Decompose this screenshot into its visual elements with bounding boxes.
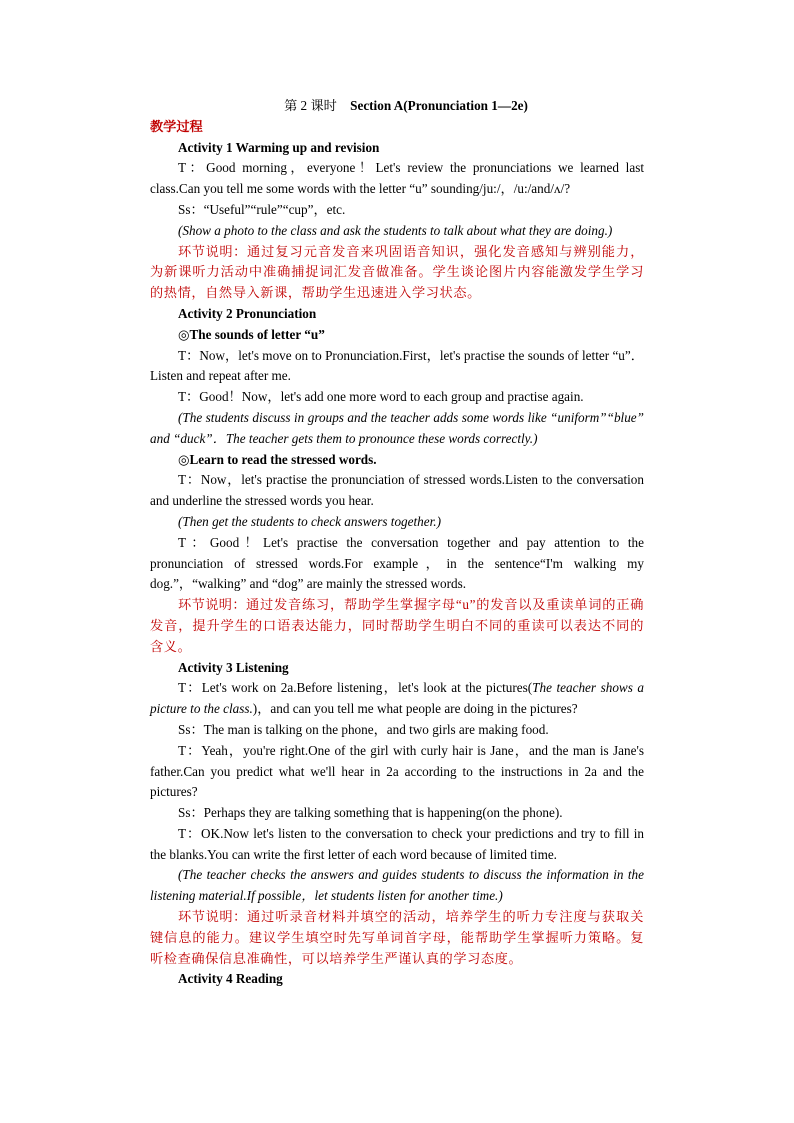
note-label: 环节说明： — [178, 909, 247, 925]
students-line: Ss：The man is talking on the phone，and two girls are making food. — [178, 721, 549, 737]
stage-direction-text: (Then get the students to check answers together.) — [178, 513, 441, 529]
teacher-line: T：Good！Let's practise the conversation together and pay attention to the pronunciation of stressed words.For example，in the sentence“I'm walking my dog.”，“walking” and “dog” are mainly the stressed words. — [150, 534, 644, 592]
section-label: 教学过程 — [150, 118, 203, 134]
note-text: 通过复习元音发音来巩固语音知识，强化发音感知与辨别能力，为新课听力活动中准确捕捉词汇发音做准备。学生谈论图片内容能激发学生学习的热情，自然导入新课，帮助学生迅速进入学习状态。 — [150, 243, 644, 301]
section-title: Section A(Pronunciation 1—2e) — [350, 98, 528, 113]
activity-3-heading: Activity 3 Listening — [178, 659, 289, 675]
lesson-number: 第 2 课时 — [284, 98, 337, 113]
activity-1-heading: Activity 1 Warming up and revision — [178, 139, 380, 155]
students-line: Ss：“Useful”“rule”“cup”，etc. — [178, 201, 346, 217]
teacher-line: T：Now，let's practise the pronunciation of stressed words.Listen to the conversation and underline the stressed words you hear. — [150, 472, 644, 509]
students-line: Ss：Perhaps they are talking something that is happening(on the phone). — [178, 805, 563, 821]
stage-direction — [150, 408, 644, 450]
stage-direction-text: (The students discuss in groups and the teacher adds some words like “uniform”“blue” and “duck”．The teacher gets them to pronounce these words correctly.) — [150, 409, 644, 446]
document-page — [150, 96, 644, 990]
note-text: 通过发音练习，帮助学生掌握字母“u”的发音以及重读单词的正确发音，提升学生的口语表达能力，同时帮助学生明白不同的重读可以表达不同的含义。 — [150, 597, 644, 654]
stage-direction — [150, 221, 644, 242]
teacher-line: T：Good！Now，let's add one more word to each group and practise again. — [178, 389, 584, 405]
design-note — [150, 242, 644, 304]
subheading-letter-u: ◎The sounds of letter “u” — [178, 326, 325, 342]
teacher-line: T：Yeah，you're right.One of the girl with curly hair is Jane，and the man is Jane's father.Can you predict what we'll hear in 2a according to the instructions in 2a and the pictures? — [150, 742, 644, 800]
activity-2-heading: Activity 2 Pronunciation — [178, 305, 317, 321]
stage-direction-text: (The teacher checks the answers and guides students to discuss the information in the listening material.If possible，let students listen for another time.) — [150, 867, 644, 904]
note-label: 环节说明： — [178, 243, 247, 259]
stage-direction-text: The teacher shows a picture to the class. — [150, 680, 644, 717]
subheading-stressed-words: ◎Learn to read the stressed words. — [178, 451, 377, 467]
note-text: 通过听录音材料并填空的活动，培养学生的听力专注度与获取关键信息的能力。建议学生填空时先写单词首字母，能帮助学生掌握听力策略。复听检查确保信息准确性，可以培养学生严谨认真的学习态度。 — [150, 909, 644, 966]
teacher-line-start: T：Let's work on 2a.Before listening，let's look at the pictures( — [178, 680, 533, 696]
note-label: 环节说明： — [178, 597, 246, 613]
design-note — [150, 595, 644, 657]
teacher-line — [150, 678, 644, 720]
teacher-line: T：Now，let's move on to Pronunciation.First，let's practise the sounds of letter “u”．Listen and repeat after me. — [150, 347, 644, 384]
stage-direction — [150, 512, 644, 533]
activity-4-heading: Activity 4 Reading — [178, 971, 283, 987]
page-title — [168, 96, 644, 117]
stage-direction-text: (Show a photo to the class and ask the students to talk about what they are doing.) — [178, 222, 613, 238]
teacher-line-end: )，and can you tell me what people are doing in the pictures? — [252, 701, 578, 717]
teacher-line: T：Good morning，everyone！Let's review the pronunciations we learned last class.Can you tell me some words with the letter “u” sounding/ju:/，/u:/and/ʌ/? — [150, 160, 644, 197]
teacher-line: T：OK.Now let's listen to the conversation to check your predictions and try to fill in the blanks.You can write the first letter of each word because of limited time. — [150, 825, 644, 862]
stage-direction — [150, 865, 644, 907]
design-note — [150, 907, 644, 969]
